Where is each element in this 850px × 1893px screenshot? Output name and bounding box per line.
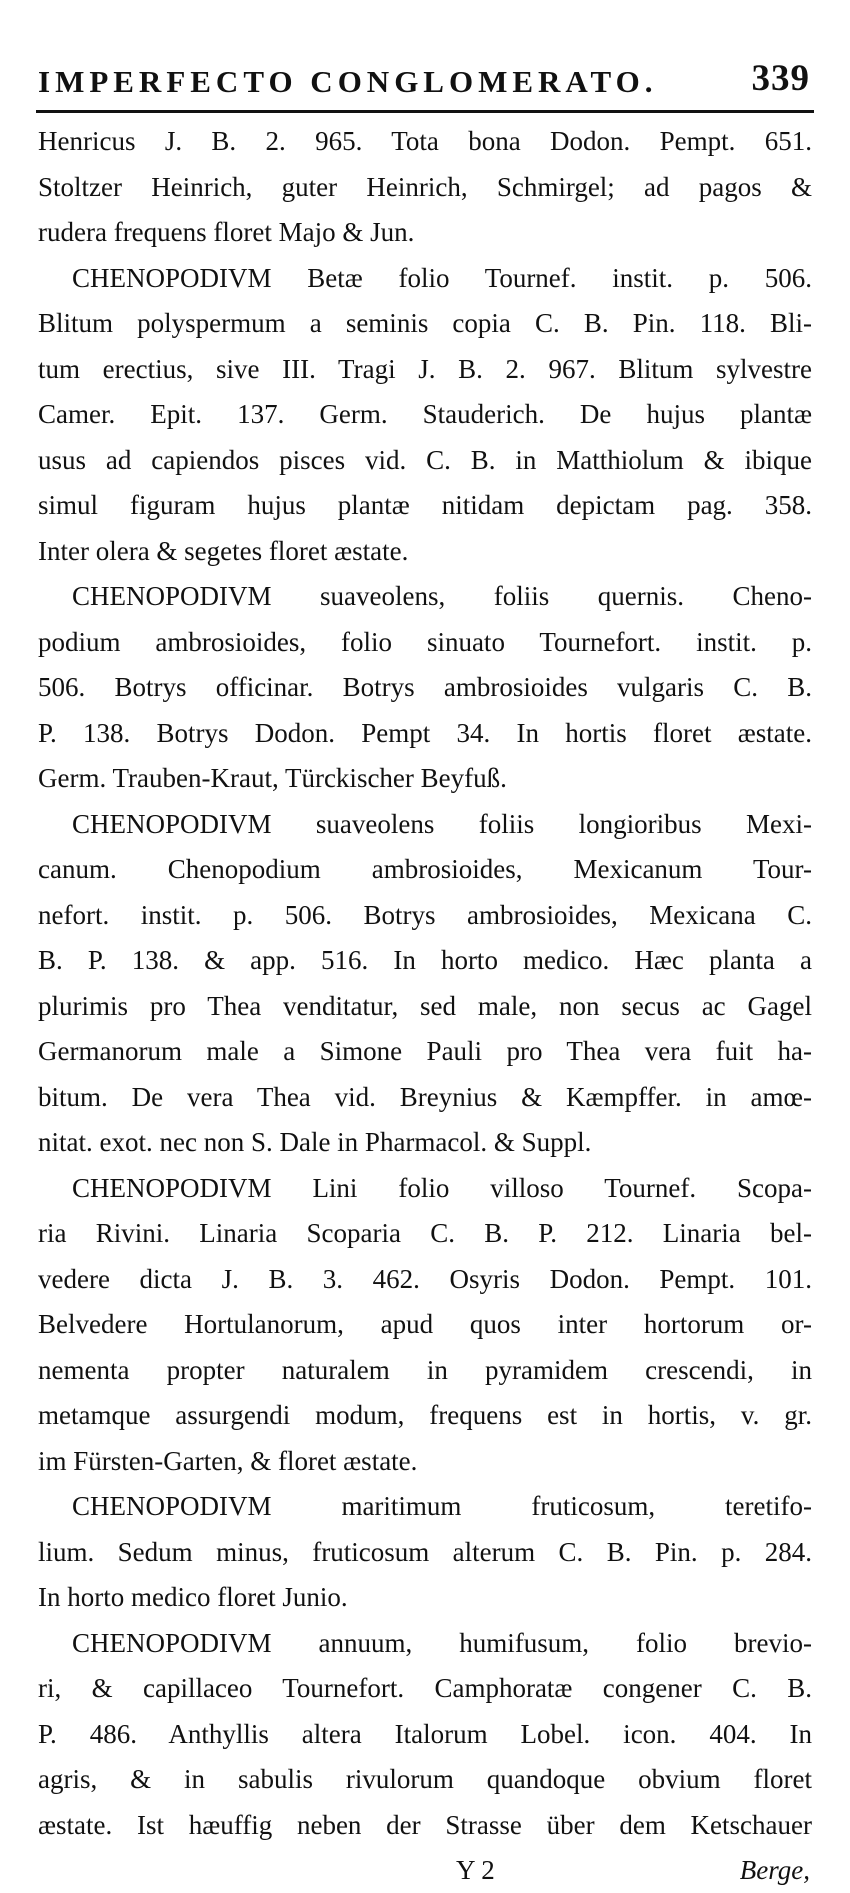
text-line: æstate. Ist hæuffig neben der Strasse über dem Ketschauer [38,1809,812,1840]
text-line: Inter olera & segetes floret æstate. [38,535,409,566]
entry-heading-line: CHENOPODIVM Betæ folio Tournef. instit. p. 506. [72,262,812,293]
text-line: im Fürsten-Garten, & floret æstate. [38,1445,418,1476]
text-line: canum. Chenopodium ambrosioides, Mexicanum Tour- [38,854,812,884]
text-line: P. 138. Botrys Dodon. Pempt 34. In hortis floret æstate. [38,717,812,748]
text-line: rudera frequens floret Majo & Jun. [38,217,415,247]
text-line: B. P. 138. & app. 516. In horto medico. Hæc planta a [38,945,812,975]
text-line: metamque assurgendi modum, frequens est in hortis, v. gr. [38,1400,812,1430]
text-line: tum erectius, sive III. Tragi J. B. 2. 967. Blitum sylvestre [38,353,812,384]
text-line: bitum. De vera Thea vid. Breynius & Kæmpffer. in amœ- [38,1081,812,1112]
text-line: Germ. Trauben-Kraut, Türckischer Beyfuß. [38,763,507,793]
text-line: P. 486. Anthyllis altera Italorum Lobel. icon. 404. In [38,1718,812,1749]
text-line: simul figuram hujus plantæ nitidam depictam pag. 358. [38,490,812,520]
header-rule [36,110,814,113]
running-header [36,44,814,100]
page-number: 339 [751,58,810,99]
entry-heading-line: CHENOPODIVM annuum, humifusum, folio brevio- [72,1627,812,1658]
text-line: usus ad capiendos pisces vid. C. B. in Matthiolum & ibique [38,444,812,475]
text-line: Henricus J. B. 2. 965. Tota bona Dodon. Pempt. 651. [38,126,812,156]
text-line: vedere dicta J. B. 3. 462. Osyris Dodon. Pempt. 101. [38,1263,812,1294]
page-footer [36,1848,814,1893]
text-line: ria Rivini. Linaria Scoparia C. B. P. 212. Linaria bel- [38,1218,812,1248]
catchword: Berge, [739,1855,810,1885]
running-title: IMPERFECTO CONGLOMERATO. [38,64,658,99]
signature-mark: Y 2 [456,1855,495,1885]
text-line: Belvedere Hortulanorum, apud quos inter hortorum or- [38,1309,812,1339]
entry-heading-line: CHENOPODIVM maritimum fruticosum, teretifo- [72,1491,812,1521]
entry-heading-line: CHENOPODIVM Lini folio villoso Tournef. Scopa- [72,1172,812,1203]
text-line: nefort. instit. p. 506. Botrys ambrosioides, Mexicana C. [38,899,812,930]
text-line: In horto medico floret Junio. [38,1582,348,1612]
page-body [36,119,814,1848]
text-line: Stoltzer Heinrich, guter Heinrich, Schmirgel; ad pagos & [38,171,812,202]
text-line: lium. Sedum minus, fruticosum alterum C. B. Pin. p. 284. [38,1536,812,1567]
text-line: nementa propter naturalem in pyramidem crescendi, in [38,1354,812,1385]
entry-heading-line: CHENOPODIVM suaveolens foliis longioribus Mexi- [72,808,812,839]
entry-heading-line: CHENOPODIVM suaveolens, foliis quernis. Cheno- [72,581,812,611]
text-line: podium ambrosioides, folio sinuato Tournefort. instit. p. [38,626,812,657]
text-line: 506. Botrys officinar. Botrys ambrosioides vulgaris C. B. [38,672,812,702]
text-line: Blitum polyspermum a seminis copia C. B. Pin. 118. Bli- [38,308,812,338]
text-line: agris, & in sabulis rivulorum quandoque obvium floret [38,1764,812,1794]
text-line: Camer. Epit. 137. Germ. Stauderich. De hujus plantæ [38,399,812,429]
text-line: ri, & capillaceo Tournefort. Camphoratæ congener C. B. [38,1673,812,1703]
text-line: plurimis pro Thea venditatur, sed male, non secus ac Gagel [38,990,812,1021]
text-line: nitat. exot. nec non S. Dale in Pharmacol. & Suppl. [38,1127,592,1157]
text-line: Germanorum male a Simone Pauli pro Thea vera fuit ha- [38,1036,812,1066]
